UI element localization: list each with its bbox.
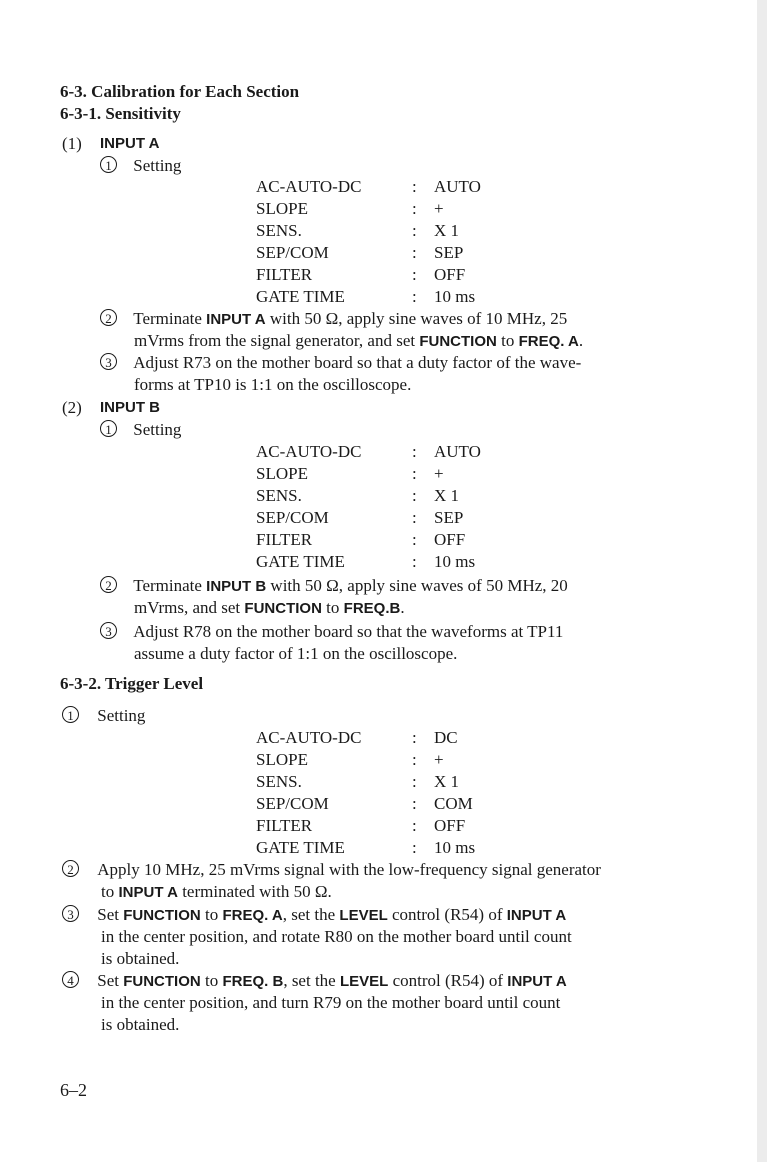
setting-colon: : xyxy=(412,464,417,483)
input-b-marker: (2) xyxy=(62,398,82,417)
page-edge xyxy=(757,0,767,1162)
section-title: 6-3. Calibration for Each Section xyxy=(60,82,300,101)
step-number: 3 xyxy=(100,353,117,370)
setting-colon: : xyxy=(412,794,417,813)
setting-value: 10 ms xyxy=(434,287,476,306)
trigger-step4-line3: is obtained. xyxy=(101,1015,180,1034)
trigger-step1 xyxy=(62,706,145,726)
trigger-step2: 2 Apply 10 MHz, 25 mVrms signal with the low-frequency signal generator xyxy=(62,860,601,880)
setting-colon: : xyxy=(412,265,417,284)
trigger-step2-cont: to INPUT A terminated with 50 Ω. xyxy=(101,882,332,901)
setting-value: X 1 xyxy=(434,486,460,505)
input-a-heading: INPUT A xyxy=(100,135,160,152)
setting-label: GATE TIME xyxy=(256,552,345,571)
setting-label: SLOPE xyxy=(256,464,308,483)
setting-value: AUTO xyxy=(434,177,481,196)
setting-label: FILTER xyxy=(256,530,313,549)
setting-value: COM xyxy=(434,794,473,813)
setting-value: 10 ms xyxy=(434,552,476,571)
setting-label: SLOPE xyxy=(256,199,308,218)
trigger-title: 6-3-2. Trigger Level xyxy=(60,674,204,693)
setting-label: SLOPE xyxy=(256,750,308,769)
input-a-marker: (1) xyxy=(62,134,82,153)
step-number: 1 xyxy=(62,706,79,723)
input-b-step3-cont: assume a duty factor of 1:1 on the oscilloscope. xyxy=(134,644,458,663)
setting-colon: : xyxy=(412,243,417,262)
setting-label: SEP/COM xyxy=(256,243,329,262)
setting-value: AUTO xyxy=(434,442,481,461)
setting-value: + xyxy=(434,199,444,218)
setting-value: 10 ms xyxy=(434,838,476,857)
setting-colon: : xyxy=(412,530,417,549)
setting-value: OFF xyxy=(434,816,466,835)
step-number: 1 xyxy=(100,420,117,437)
setting-label: AC-AUTO-DC xyxy=(256,177,362,196)
setting-colon: : xyxy=(412,287,417,306)
setting-colon: : xyxy=(412,508,417,527)
step-label: Setting xyxy=(133,420,182,439)
step-label: Setting xyxy=(97,706,146,725)
input-b-heading: INPUT B xyxy=(100,399,160,416)
setting-label: GATE TIME xyxy=(256,838,345,857)
setting-colon: : xyxy=(412,772,417,791)
input-b-step1 xyxy=(100,420,181,440)
setting-colon: : xyxy=(412,177,417,196)
setting-label: SENS. xyxy=(256,221,302,240)
trigger-step3-line2: in the center position, and rotate R80 on the mother board until count xyxy=(101,927,572,946)
step-number: 1 xyxy=(100,156,117,173)
trigger-step4: 4 Set FUNCTION to FREQ. B, set the LEVEL control (R54) of INPUT A xyxy=(62,971,567,992)
step-number: 4 xyxy=(62,971,79,988)
setting-label: SENS. xyxy=(256,772,302,791)
input-b-step2: 2 Terminate INPUT B with 50 Ω, apply sine waves of 50 MHz, 20 xyxy=(100,576,568,597)
input-b-step3: 3 Adjust R78 on the mother board so that the waveforms at TP11 xyxy=(100,622,563,642)
setting-value: DC xyxy=(434,728,458,747)
input-a-step1 xyxy=(100,156,181,176)
setting-label: FILTER xyxy=(256,816,313,835)
setting-colon: : xyxy=(412,816,417,835)
setting-label: SEP/COM xyxy=(256,508,329,527)
setting-colon: : xyxy=(412,552,417,571)
setting-value: OFF xyxy=(434,530,466,549)
setting-value: SEP xyxy=(434,243,464,262)
setting-value: + xyxy=(434,464,444,483)
input-a-step3: 3 Adjust R73 on the mother board so that a duty factor of the wave- xyxy=(100,353,581,373)
setting-label: SEP/COM xyxy=(256,794,329,813)
trigger-step3-line3: is obtained. xyxy=(101,949,180,968)
step-number: 2 xyxy=(100,309,117,326)
setting-label: AC-AUTO-DC xyxy=(256,728,362,747)
step-number: 2 xyxy=(62,860,79,877)
setting-value: X 1 xyxy=(434,221,460,240)
input-b-step2-cont: mVrms, and set FUNCTION to FREQ.B. xyxy=(134,598,405,617)
page-number: 6–2 xyxy=(60,1080,87,1100)
trigger-step3: 3 Set FUNCTION to FREQ. A, set the LEVEL control (R54) of INPUT A xyxy=(62,905,566,926)
setting-label: AC-AUTO-DC xyxy=(256,442,362,461)
setting-colon: : xyxy=(412,838,417,857)
setting-colon: : xyxy=(412,486,417,505)
setting-colon: : xyxy=(412,199,417,218)
setting-label: FILTER xyxy=(256,265,313,284)
input-a-step3-cont: forms at TP10 is 1:1 on the oscilloscope. xyxy=(134,375,412,394)
step-number: 2 xyxy=(100,576,117,593)
setting-label: SENS. xyxy=(256,486,302,505)
step-number: 3 xyxy=(62,905,79,922)
trigger-step4-line2: in the center position, and turn R79 on the mother board until count xyxy=(101,993,561,1012)
step-number: 3 xyxy=(100,622,117,639)
setting-label: GATE TIME xyxy=(256,287,345,306)
setting-value: OFF xyxy=(434,265,466,284)
input-a-step2-cont: mVrms from the signal generator, and set FUNCTION to FREQ. A. xyxy=(134,331,584,350)
subsection-title: 6-3-1. Sensitivity xyxy=(60,104,181,123)
step-label: Setting xyxy=(133,156,182,175)
input-a-step2: 2 Terminate INPUT A with 50 Ω, apply sine waves of 10 MHz, 25 xyxy=(100,309,567,330)
setting-colon: : xyxy=(412,728,417,747)
setting-colon: : xyxy=(412,442,417,461)
setting-value: SEP xyxy=(434,508,464,527)
setting-value: + xyxy=(434,750,444,769)
setting-colon: : xyxy=(412,221,417,240)
setting-value: X 1 xyxy=(434,772,460,791)
setting-colon: : xyxy=(412,750,417,769)
